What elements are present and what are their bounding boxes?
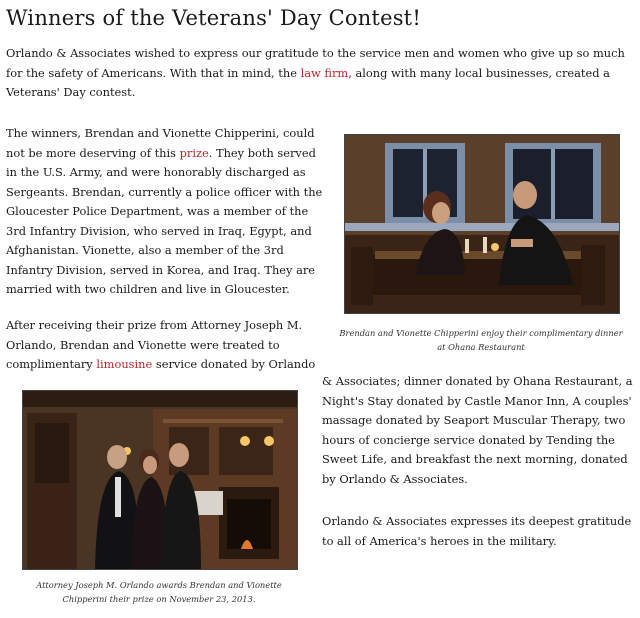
limousine-link[interactable]: limousine [96, 357, 153, 371]
donations-paragraph: & Associates; dinner donated by Ohana Restaurant, a Night's Stay donated by Castle Manor Inn, A couples' massage donated by Seaport Muscular Therapy, two hours of concierge service donated by Tending the Sweet Life, and breakfast the next morning, donated by Orlando & Associates. [322, 374, 633, 486]
dinner-photo [344, 134, 620, 314]
after-prize-text-end: service donated by Orlando [152, 357, 316, 371]
closing-paragraph: Orlando & Associates expresses its deepest gratitude to all of America's heroes in the military. [322, 514, 632, 548]
award-photo [22, 390, 298, 570]
award-photo-caption: Attorney Joseph M. Orlando awards Brendan and Vionette Chipperini their prize on November 23, 2013. [36, 580, 282, 604]
winners-text-end: . They both served in the U.S. Army, and were honorably discharged as Sergeants. Brendan, currently a police officer with the Gloucester Police Department, was a member of the 3rd Infantry Division, who served in Iraq, Egypt, and Afghanistan. Vionette, also a member of the 3rd Infantry Division, served in Korea, and Iraq. They are married with two children and live in Gloucester. [6, 145, 323, 296]
article-title: Winners of the Veterans' Day Contest! [6, 6, 421, 30]
intro-text-start: Orlando & Associates wished to express our gratitude to the service men and women who give up so much for the safety of Americans. With that in mind, the [6, 46, 625, 80]
winners-paragraph [6, 124, 324, 300]
intro-text-end: , along with many local businesses, created a Veterans' Day contest. [6, 65, 610, 99]
intro-paragraph [6, 44, 634, 103]
after-prize-paragraph [6, 316, 324, 375]
dinner-photo-caption: Brendan and Vionette Chipperini enjoy their complimentary dinner at Ohana Restaurant [339, 328, 623, 352]
prize-link[interactable]: prize [179, 145, 209, 160]
winners-text-start: The winners, Brendan and Vionette Chipperini, could not be more deserving of this [6, 126, 315, 160]
after-prize-text-start: After receiving their prize from Attorney Joseph M. Orlando, Brendan and Vionette were treated to complimentary [6, 318, 303, 371]
law-firm-link[interactable]: law firm [300, 65, 349, 80]
